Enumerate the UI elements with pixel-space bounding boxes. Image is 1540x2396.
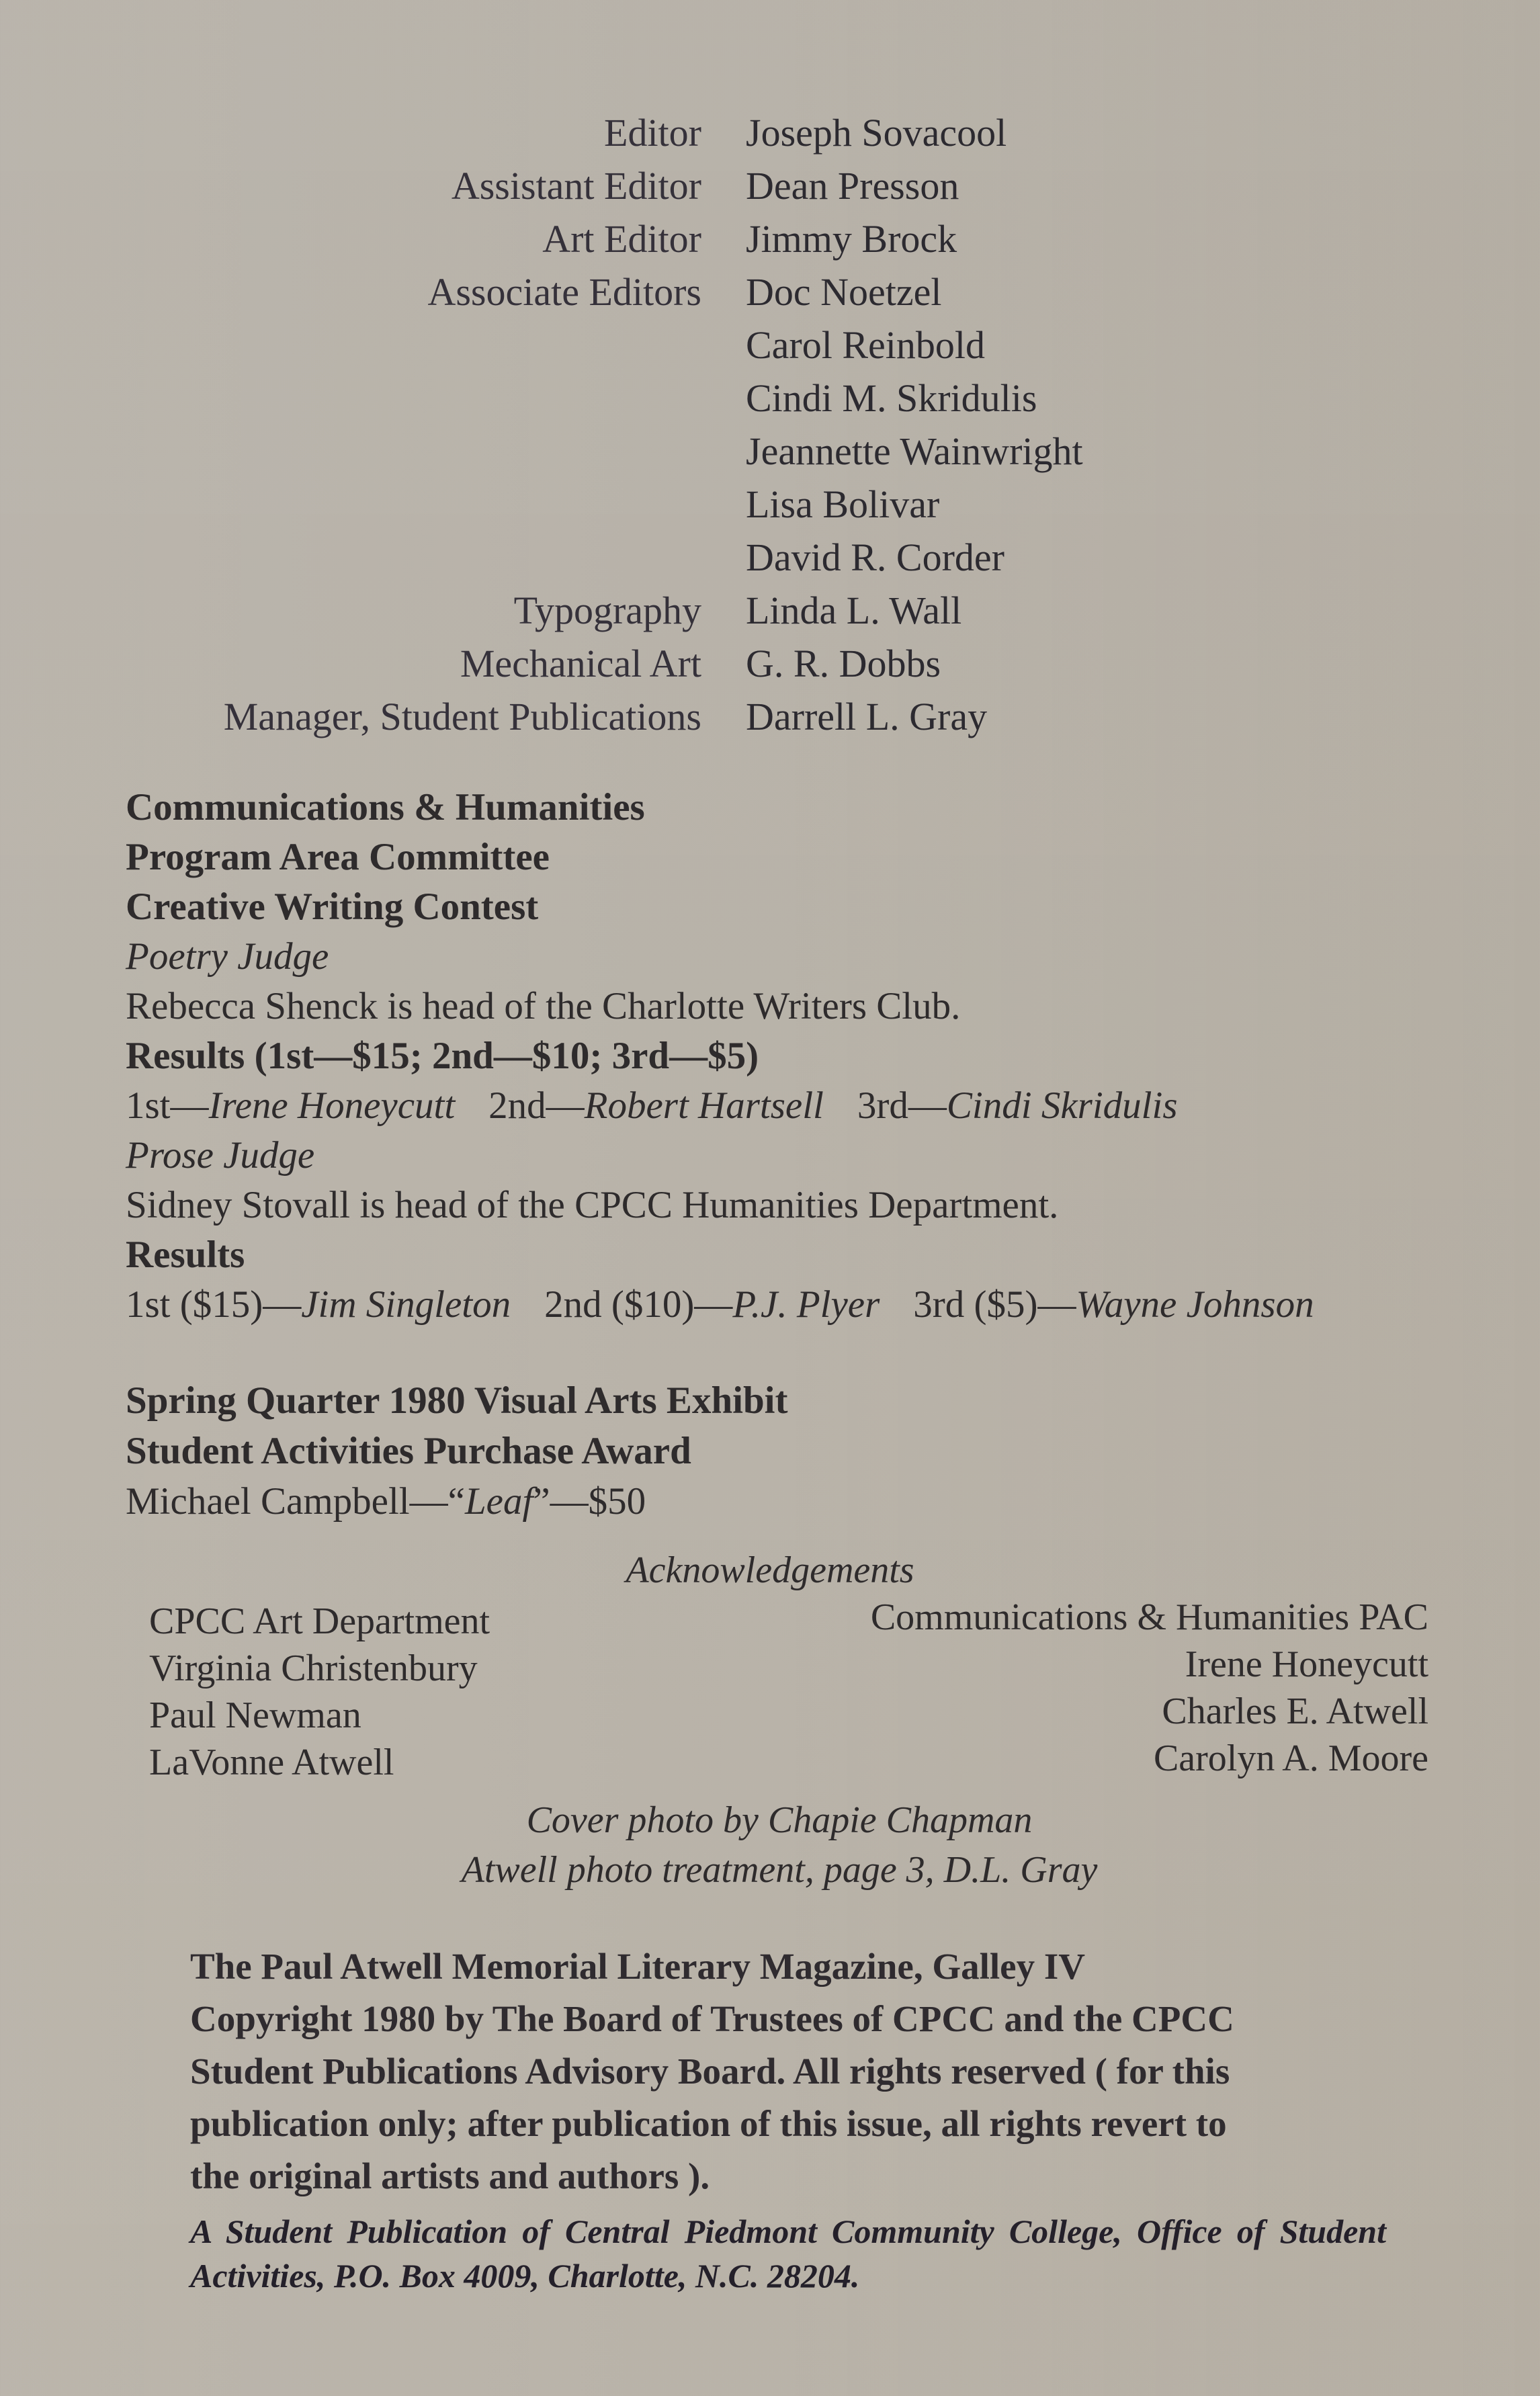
winner-place: 3rd ($5)— [913,1283,1076,1326]
exhibit-heading: Student Activities Purchase Award [126,1430,691,1472]
acknowledgements-left-column [149,1598,490,1786]
staff-role: Editor [604,111,701,155]
copyright-line: Student Publications Advisory Board. All rights reserved ( for this [190,2051,1230,2092]
exhibit-heading: Spring Quarter 1980 Visual Arts Exhibit [126,1379,788,1422]
publisher-statement: A Student Publication of Central Piedmont Community College, Office of Student Activities, P.O. Box 4009, Charlotte, N.C. 28204. [190,2213,1386,2295]
copyright-line: the original artists and authors ). [190,2155,710,2196]
exhibit-winner-name: Michael Campbell—“ [126,1480,465,1523]
staff-name: Jimmy Brock [746,217,957,261]
staff-row [0,425,1540,478]
poetry-results-label: Results (1st—$15; 2nd—$10; 3rd—$5) [126,1035,759,1077]
exhibit-winner [126,1476,788,1527]
winner-place: 3rd— [857,1084,947,1127]
staff-role: Mechanical Art [460,642,701,685]
exhibit-prize: ”—$50 [533,1480,646,1523]
staff-role: Art Editor [542,217,701,261]
writing-contest-section [126,783,1510,1330]
prose-judge-label: Prose Judge [126,1134,315,1176]
winner-name: Jim Singleton [301,1283,511,1326]
poetry-winners [126,1081,1510,1131]
contest-heading: Creative Writing Contest [126,886,539,928]
staff-name: Carol Reinbold [746,323,986,367]
winner-place: 2nd ($10)— [544,1283,733,1326]
copyright-line: publication only; after publication of this issue, all rights revert to [190,2103,1227,2144]
staff-name: Lisa Bolivar [746,482,940,526]
acknowledgement-item: Carolyn A. Moore [1153,1738,1428,1779]
staff-row [0,318,1540,372]
staff-role: Assistant Editor [451,164,701,208]
staff-row [0,478,1540,531]
staff-list [0,106,1540,743]
staff-row [0,690,1540,743]
cover-photo-credit: Cover photo by Chapie Chapman [526,1799,1033,1841]
staff-row [0,265,1540,318]
staff-row [0,637,1540,690]
winner-name: Irene Honeycutt [208,1084,456,1127]
staff-row [0,372,1540,425]
winner-place: 2nd— [488,1084,585,1127]
staff-name: Linda L. Wall [746,589,962,632]
copyright-line: Copyright 1980 by The Board of Trustees of CPCC and the CPCC [190,1998,1234,2039]
acknowledgement-item: Communications & Humanities PAC [870,1596,1428,1638]
staff-name: Joseph Sovacool [746,111,1007,155]
acknowledgement-item: CPCC Art Department [149,1600,490,1642]
winner-name: Robert Hartsell [584,1084,824,1127]
staff-role: Typography [513,589,701,632]
visual-arts-exhibit-section [126,1375,788,1527]
acknowledgement-item: Irene Honeycutt [1185,1643,1428,1685]
staff-row [0,212,1540,265]
prose-judge-text: Sidney Stovall is head of the CPCC Humanities Department. [126,1184,1059,1226]
staff-name: Cindi M. Skridulis [746,376,1037,420]
contest-heading: Communications & Humanities [126,786,645,828]
acknowledgements-title: Acknowledgements [626,1549,914,1591]
winner-place: 1st ($15)— [126,1283,302,1326]
acknowledgement-item: LaVonne Atwell [149,1742,394,1783]
prose-results-label: Results [126,1234,245,1276]
staff-name: Jeannette Wainwright [746,429,1083,473]
staff-name: Darrell L. Gray [746,695,988,738]
staff-name: Dean Presson [746,164,959,208]
staff-name: G. R. Dobbs [746,642,941,685]
copyright-line: The Paul Atwell Memorial Literary Magazine, Galley IV [190,1946,1085,1987]
staff-role: Associate Editors [427,270,701,314]
photo-credits [0,1795,1540,1895]
photo-treatment-credit: Atwell photo treatment, page 3, D.L. Gray [461,1849,1098,1891]
exhibit-work-title: Leaf [464,1480,533,1523]
winner-name: Wayne Johnson [1076,1283,1314,1326]
acknowledgement-item: Virginia Christenbury [149,1648,478,1689]
winner-place: 1st— [126,1084,209,1127]
poetry-judge-text: Rebecca Shenck is head of the Charlotte Writers Club. [126,985,961,1027]
staff-name: David R. Corder [746,536,1004,579]
winner-name: Cindi Skridulis [946,1084,1178,1127]
staff-name: Doc Noetzel [746,270,942,314]
acknowledgements-right-column [871,1594,1428,1782]
copyright-notice [190,1940,1386,2202]
staff-row [0,584,1540,637]
winner-name: P.J. Plyer [732,1283,880,1326]
staff-row [0,106,1540,159]
acknowledgement-item: Paul Newman [149,1695,361,1736]
staff-row [0,531,1540,584]
staff-row [0,159,1540,212]
poetry-judge-label: Poetry Judge [126,935,329,978]
staff-role: Manager, Student Publications [223,695,701,738]
prose-winners [126,1280,1510,1330]
contest-heading: Program Area Committee [126,836,550,878]
acknowledgement-item: Charles E. Atwell [1162,1691,1428,1732]
